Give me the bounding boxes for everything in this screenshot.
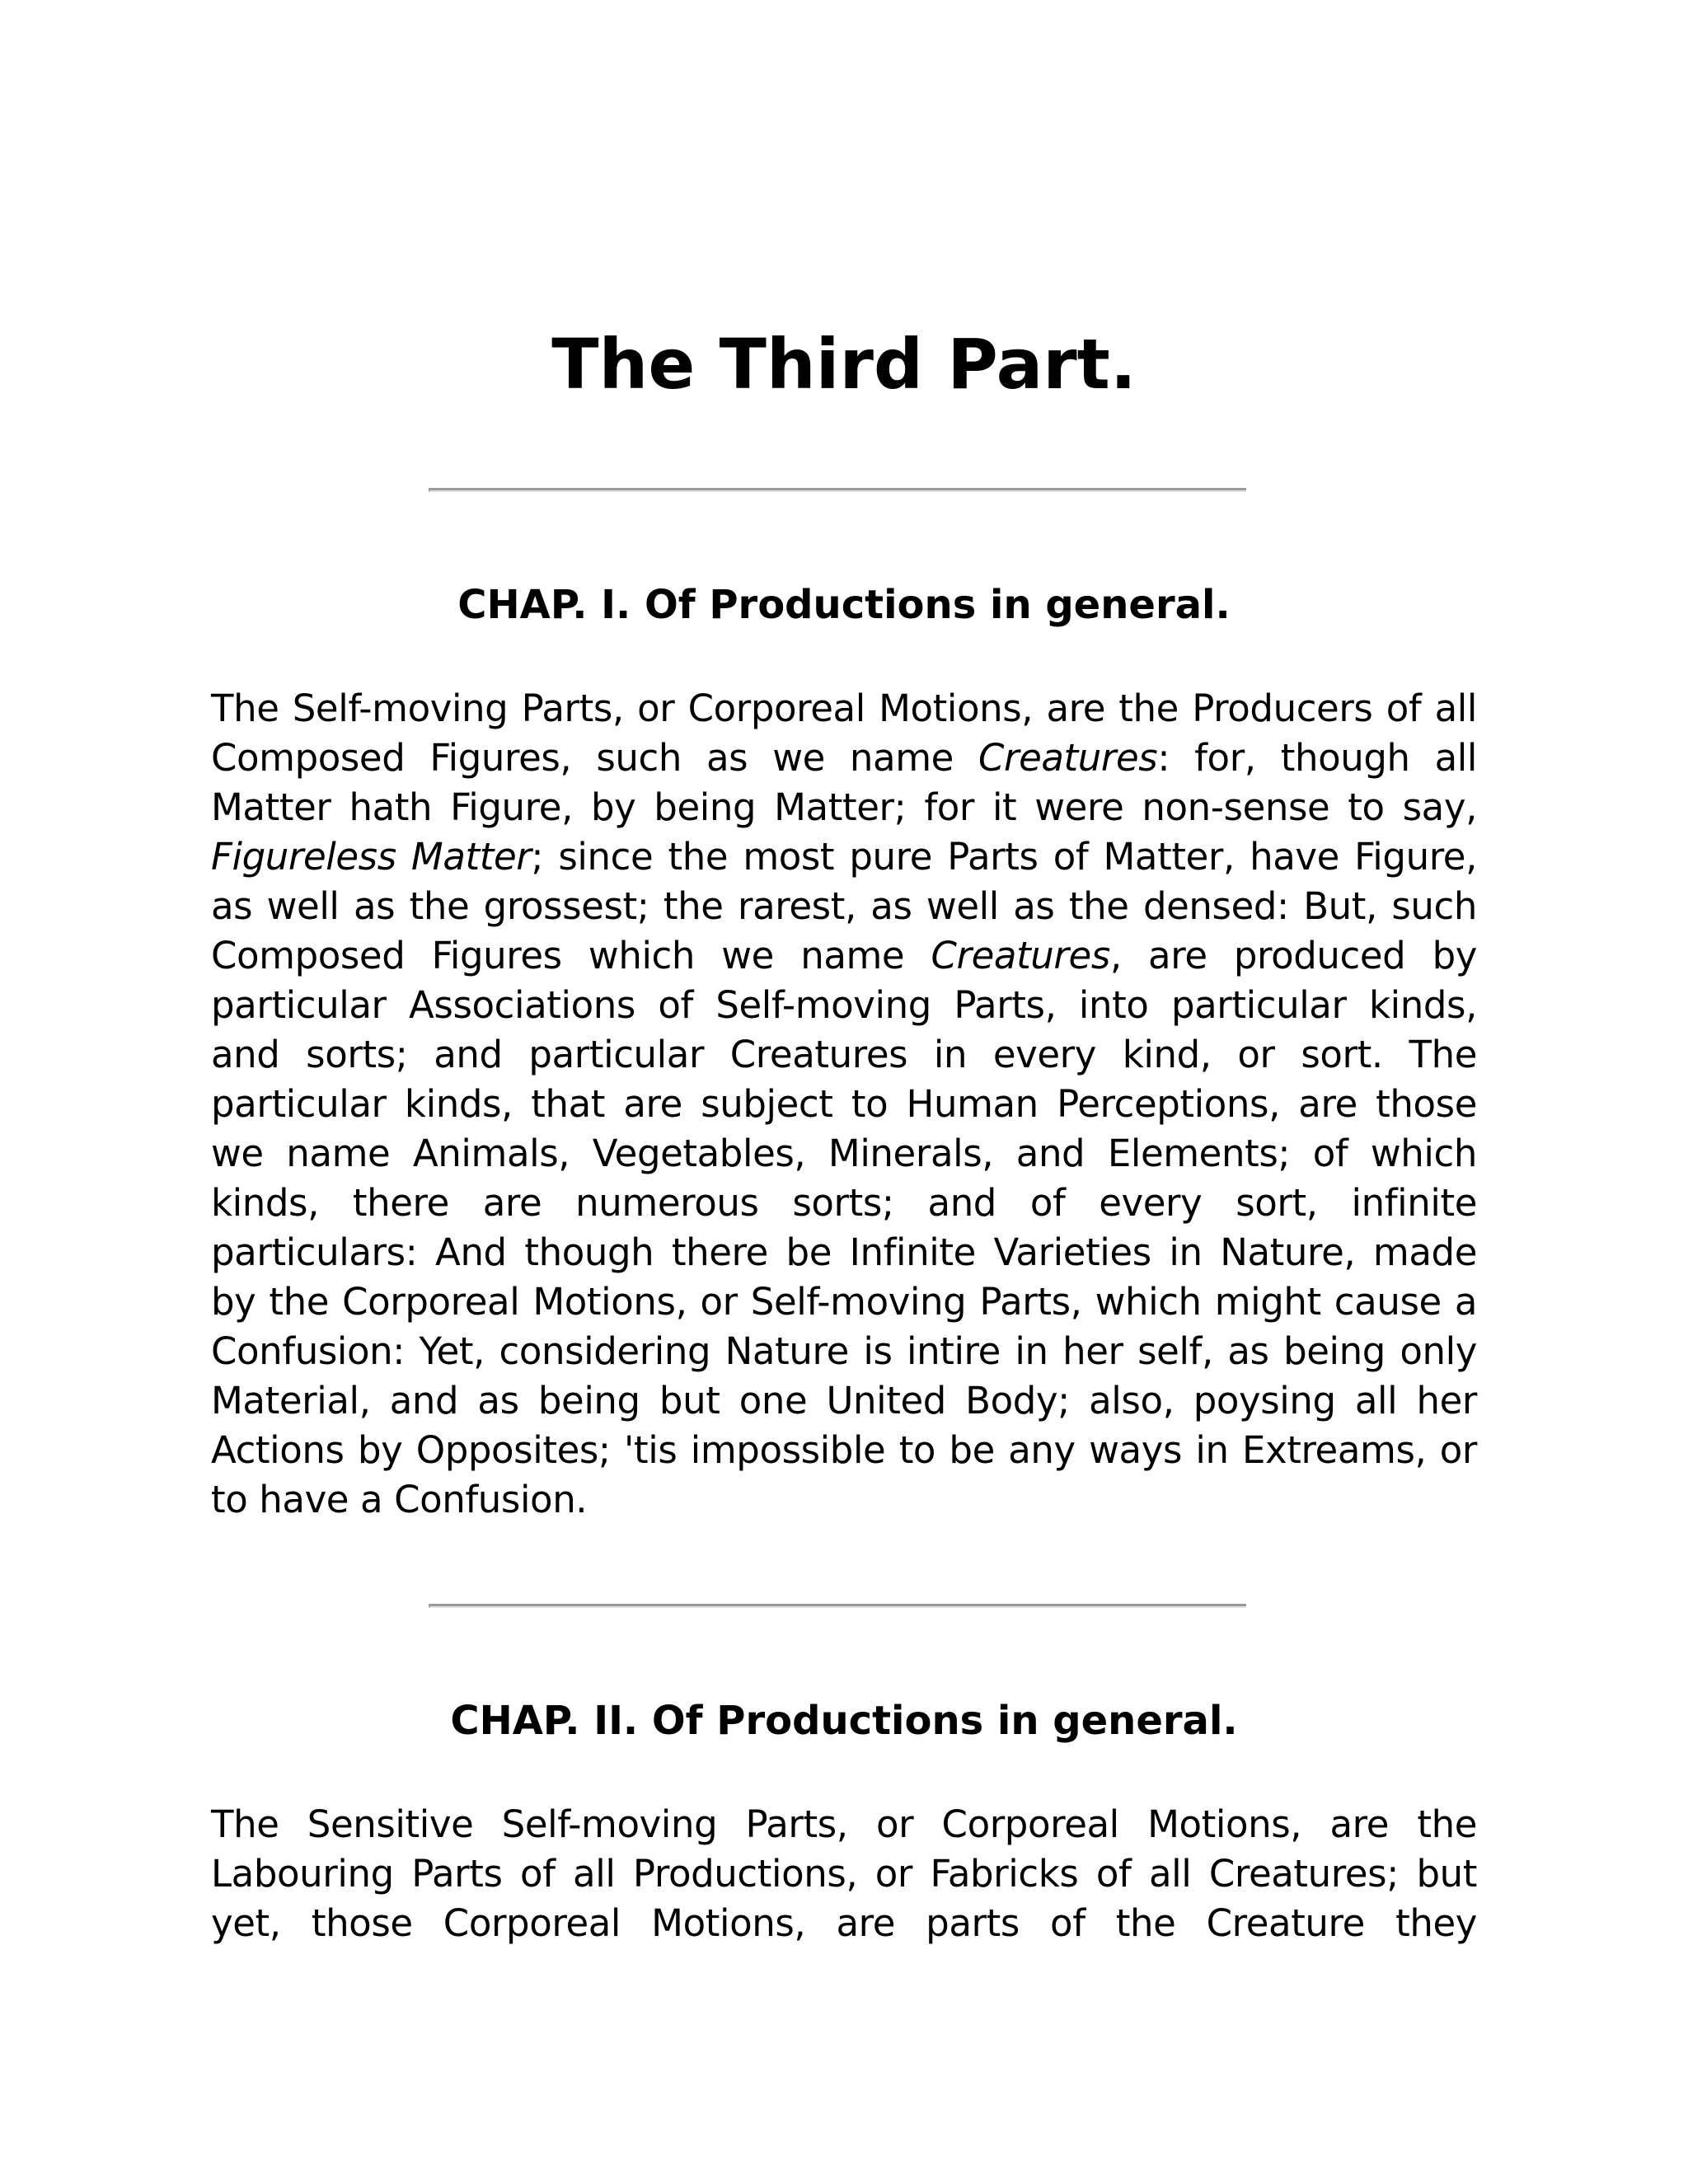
paragraph-line: we name Animals, Vegetables, Minerals, and Elements; of which: [211, 1132, 1477, 1175]
part-title: The Third Part.: [551, 324, 1137, 405]
paragraph-line: Actions by Opposites; 'tis impossible to be any ways in Extreams, or: [211, 1428, 1477, 1472]
chapter-heading: CHAP. I. Of Productions in general.: [457, 582, 1231, 628]
paragraph-line: Labouring Parts of all Productions, or Fabricks of all Creatures; but: [211, 1852, 1477, 1896]
paragraph-line: Composed Figures, such as we name Creatures: for, though all: [211, 736, 1477, 780]
italic-term: Creatures: [931, 934, 1110, 977]
paragraph-line: as well as the grossest; the rarest, as well as the densed: But, such: [211, 884, 1477, 928]
paragraph-line: Confusion: Yet, considering Nature is intire in her self, as being only: [211, 1329, 1477, 1373]
paragraph-line: Composed Figures which we name Creatures, are produced by: [211, 934, 1477, 977]
chapter-paragraph: [211, 684, 1477, 1525]
chapter-heading: CHAP. II. Of Productions in general.: [450, 1698, 1238, 1744]
paragraph-line: particulars: And though there be Infinite Varieties in Nature, made: [211, 1230, 1477, 1274]
paragraph-line: The Sensitive Self-moving Parts, or Corporeal Motions, are the: [211, 1802, 1477, 1846]
horizontal-rule: [429, 488, 1246, 492]
chapter-paragraph: [211, 1800, 1477, 1948]
paragraph-line: and sorts; and particular Creatures in every kind, or sort. The: [211, 1033, 1477, 1076]
italic-term: Figureless Matter: [211, 835, 532, 879]
paragraph-line: particular Associations of Self-moving Parts, into particular kinds,: [211, 983, 1477, 1027]
paragraph-line: Figureless Matter; since the most pure Parts of Matter, have Figure,: [211, 835, 1477, 879]
italic-term: Creatures: [978, 736, 1158, 780]
horizontal-rule: [429, 1604, 1246, 1608]
paragraph-line: particular kinds, that are subject to Human Perceptions, are those: [211, 1082, 1477, 1126]
paragraph-line: kinds, there are numerous sorts; and of every sort, infinite: [211, 1181, 1477, 1225]
paragraph-line: yet, those Corporeal Motions, are parts of the Creature they: [211, 1901, 1477, 1945]
paragraph-line: by the Corporeal Motions, or Self-moving Parts, which might cause a: [211, 1280, 1477, 1324]
paragraph-line: The Self-moving Parts, or Corporeal Motions, are the Producers of all: [211, 687, 1477, 730]
paragraph-line: to have a Confusion.: [211, 1478, 588, 1521]
paragraph-line: Matter hath Figure, by being Matter; for it were non-sense to say,: [211, 785, 1477, 829]
paragraph-line: Material, and as being but one United Body; also, poysing all her: [211, 1379, 1477, 1422]
